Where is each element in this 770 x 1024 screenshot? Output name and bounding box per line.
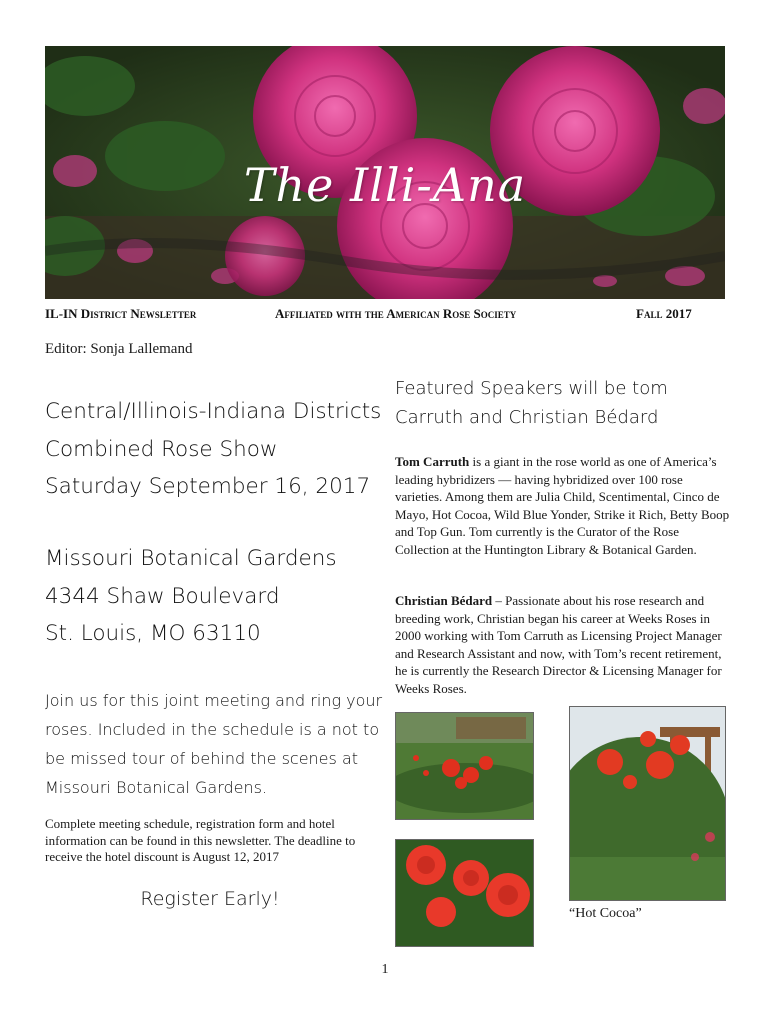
rose-bloom-closeup-photo: [395, 839, 534, 947]
speaker-name-christian: Christian Bédard: [395, 593, 493, 608]
photo-caption: “Hot Cocoa”: [569, 906, 642, 921]
newsletter-label: IL-IN District Newsletter: [45, 306, 197, 321]
venue-street: 4344 Shaw Boulevard: [45, 583, 280, 609]
speaker-bio-christian: [395, 592, 730, 697]
speaker-bio-tom: [395, 453, 730, 558]
hot-cocoa-photo: [569, 706, 726, 901]
venue-address: [45, 540, 385, 653]
venue-name: Missouri Botanical Gardens: [45, 546, 337, 571]
invitation-text: Join us for this joint meeting and ring your roses. Included in the schedule is a not to be missed tour of behind the scenes at Missouri Botanical Gardens.: [45, 691, 383, 797]
affiliation-label: Affiliated with the American Rose Society: [275, 306, 517, 321]
rose-garden-photo-1: [395, 712, 534, 820]
speaker-text-christian: – Passionate about his rose research and breeding work, Christian began his career at Weeks Roses in 2000 working with Tom Carruth as Licensing Project Manager and Research Assistant and now, with Tom’s recent retirement, he is currently the Research Director & Licensing Manager for Weeks Roses.: [395, 593, 722, 696]
featured-speakers-heading: Featured Speakers will be tom Carruth and Christian Bédard: [395, 378, 668, 428]
editor-credit: Editor: Sonja Lallemand: [45, 341, 193, 357]
issue-label: Fall 2017: [636, 306, 692, 321]
masthead-banner: [45, 46, 725, 299]
newsletter-title: The Illi-Ana: [243, 158, 527, 212]
show-line-title: Combined Rose Show: [45, 436, 278, 462]
speaker-name-tom: Tom Carruth: [395, 454, 470, 469]
venue-city: St. Louis, MO 63110: [45, 621, 261, 646]
page-number: 1: [381, 962, 389, 977]
show-line-date: Saturday September 16, 2017: [45, 474, 371, 499]
schedule-note: Complete meeting schedule, registration form and hotel information can be found in this newsletter. The deadline to receive the hotel discount is August 12, 2017: [45, 816, 356, 864]
speaker-text-tom: is a giant in the rose world as one of America’s leading hybridizers — having hybridized over 100 rose varieties. Among them are Julia Child, Scentimental, Cinco de Mayo, Hot Cocoa, Wild Blue Yonder, Strike it Rich, Betty Boop and Top Gun. Tom currently is the Curator of the Rose Collection at the Huntington Library & Botanical Garden.: [395, 454, 730, 557]
show-announcement: [45, 393, 385, 506]
show-line-districts: Central/Illinois-Indiana Districts: [45, 399, 382, 424]
register-callout: Register Early!: [140, 888, 280, 910]
